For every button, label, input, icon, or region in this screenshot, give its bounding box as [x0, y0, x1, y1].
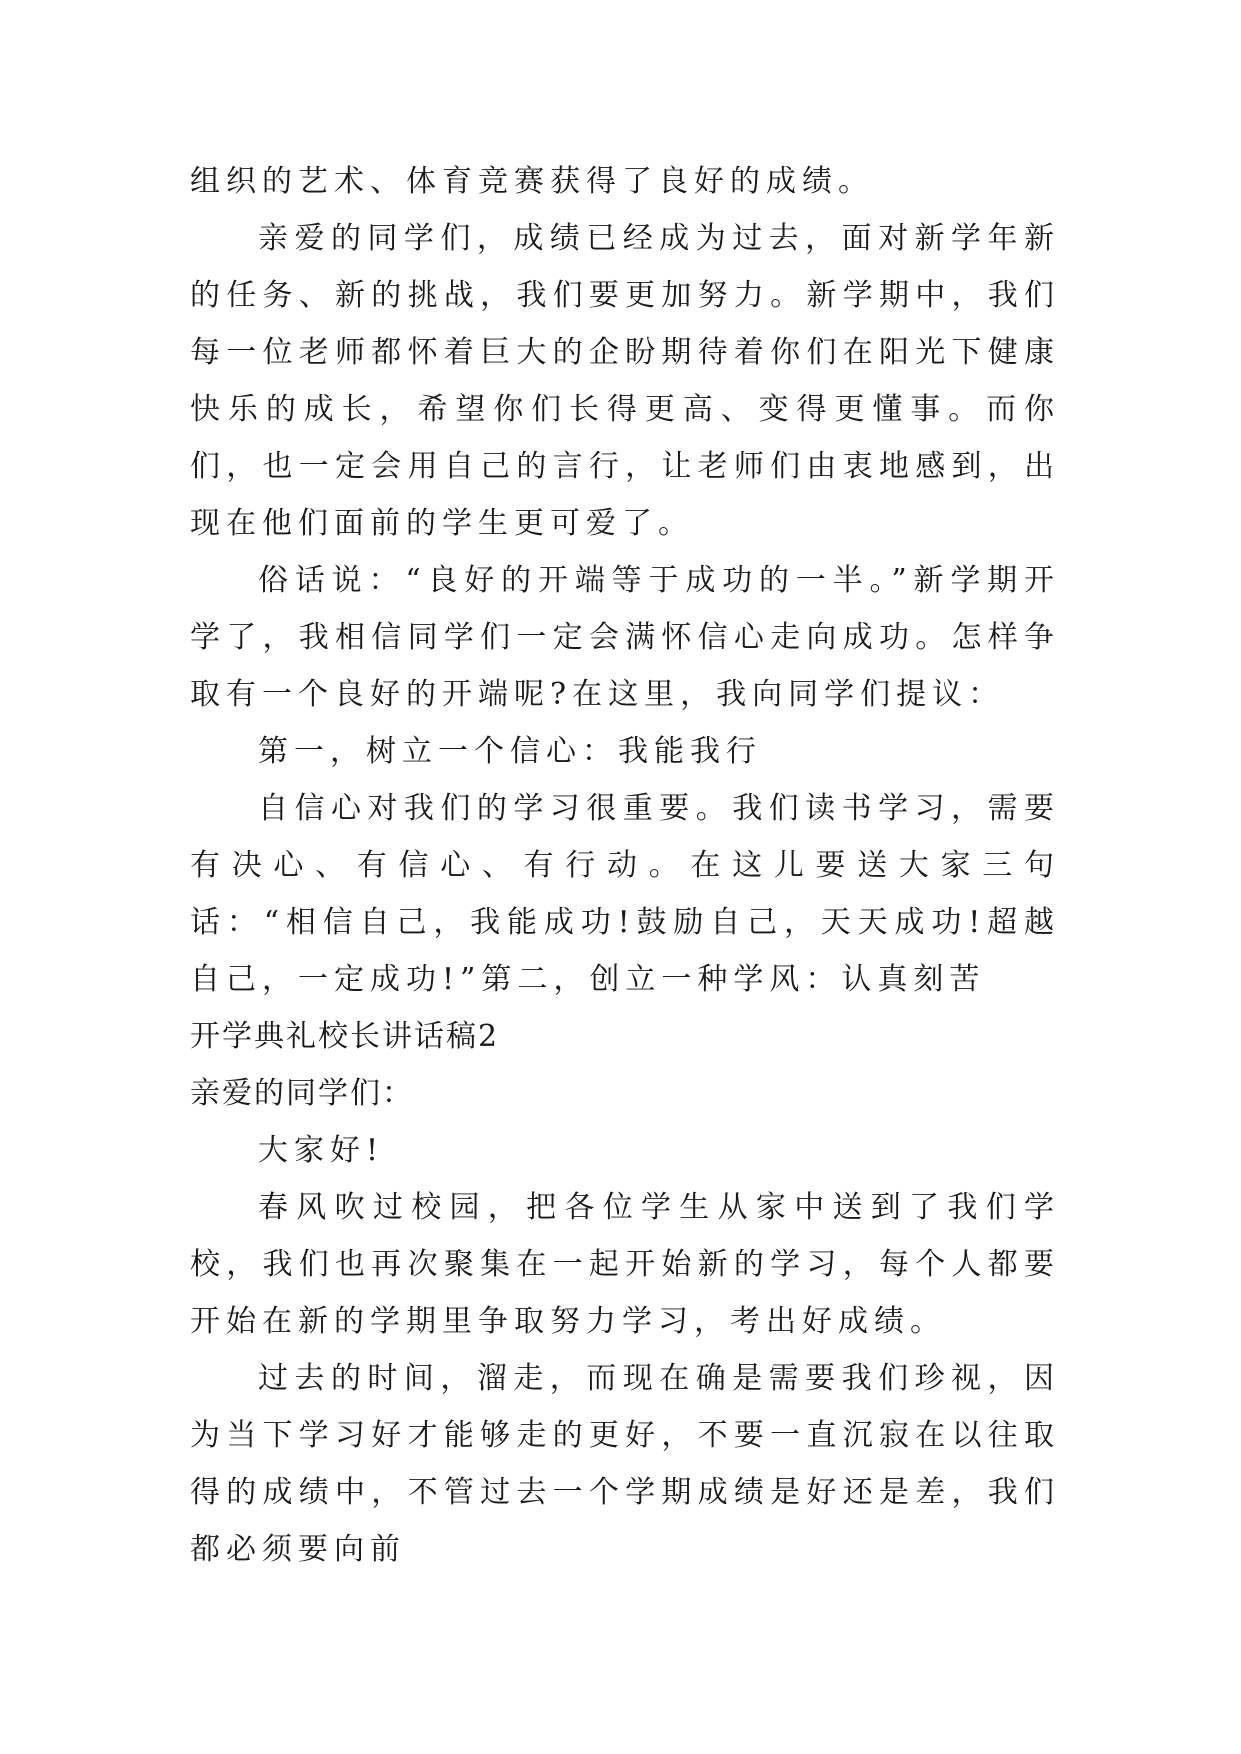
section-title: 开学典礼校长讲话稿2	[190, 1019, 500, 1054]
document-body	[190, 153, 1060, 1578]
paragraph-spring-breeze: 春风吹过校园，把各位学生从家中送到了我们学校，我们也再次聚集在一起开始新的学习，每个人都要开始在新的学期里争取努力学习，考出好成绩。	[190, 1190, 1060, 1339]
paragraph-point-one: 第一，树立一个信心：我能我行	[258, 734, 762, 769]
paragraph-continuation: 组织的艺术、体育竞赛获得了良好的成绩。	[190, 164, 874, 199]
paragraph-proverb: 俗话说：“良好的开端等于成功的一半。”新学期开学了，我相信同学们一定会满怀信心走向成功。怎样争取有一个良好的开端呢?在这里，我向同学们提议：	[190, 563, 1060, 712]
paragraph-past-time: 过去的时间，溜走，而现在确是需要我们珍视，因为当下学习好才能够走的更好，不要一直沉寂在以往取得的成绩中，不管过去一个学期成绩是好还是差，我们都必须要向前	[190, 1361, 1060, 1567]
paragraph-confidence: 自信心对我们的学习很重要。我们读书学习，需要有决心、有信心、有行动。在这儿要送大家三句话：“相信自己，我能成功!鼓励自己，天天成功!超越自己，一定成功!”第二，创立一种学风：认真刻苦	[190, 791, 1060, 997]
paragraph-greeting: 大家好!	[258, 1133, 385, 1168]
salutation: 亲爱的同学们：	[190, 1076, 414, 1111]
paragraph-students-achievements: 亲爱的同学们，成绩已经成为过去，面对新学年新的任务、新的挑战，我们要更加努力。新学期中，我们每一位老师都怀着巨大的企盼期待着你们在阳光下健康快乐的成长，希望你们长得更高、变得更懂事。而你们，也一定会用自己的言行，让老师们由衷地感到，出现在他们面前的学生更可爱了。	[190, 221, 1060, 541]
